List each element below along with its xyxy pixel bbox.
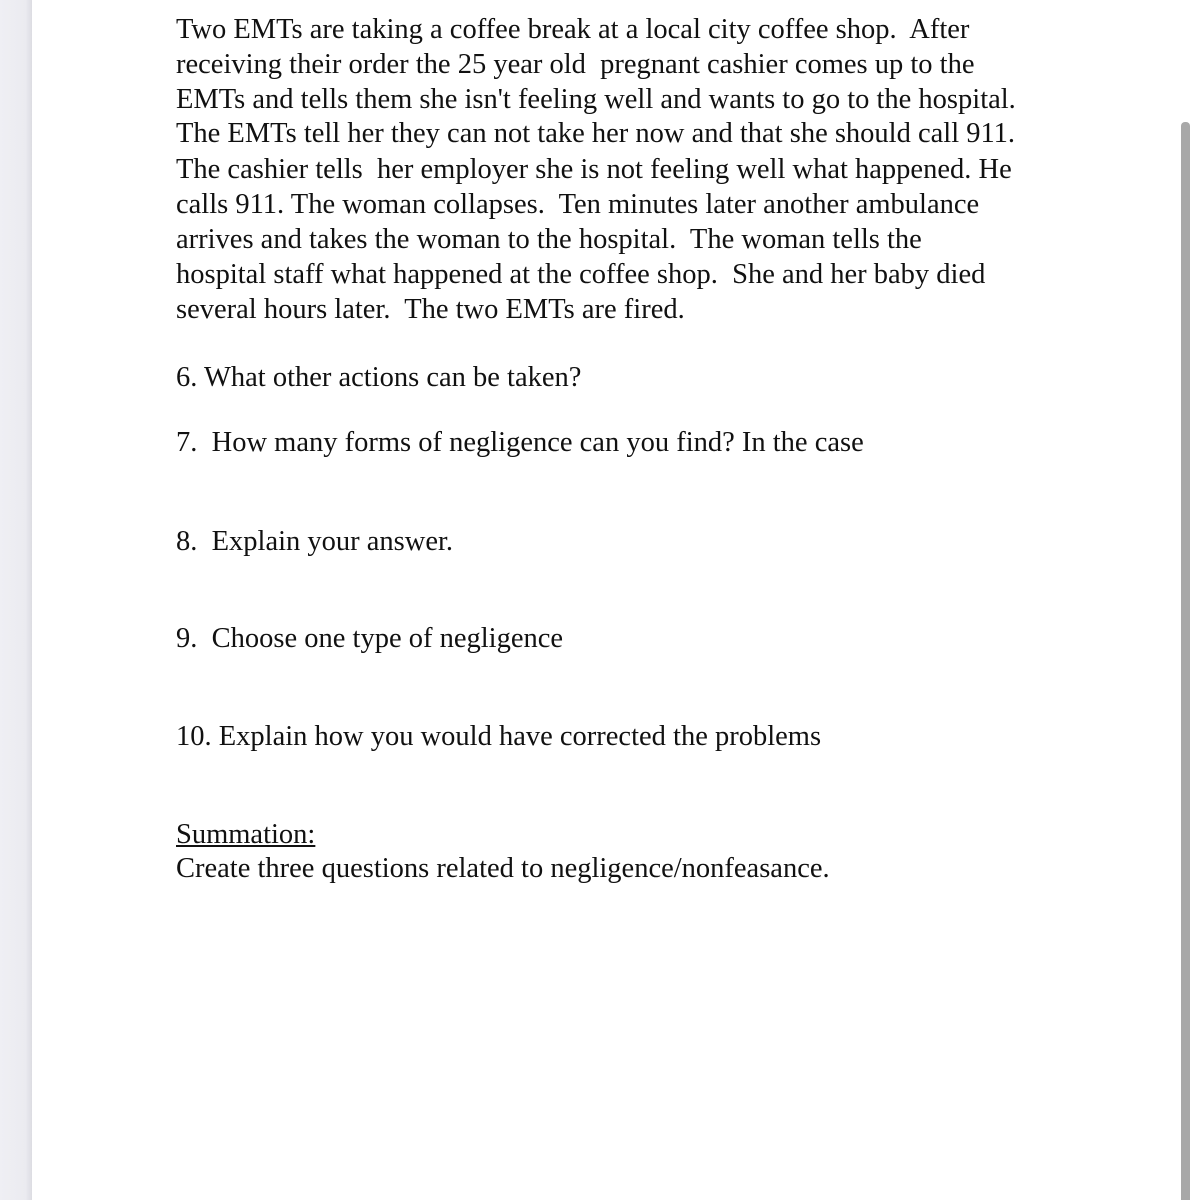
left-margin-strip [0,0,32,1200]
scenario-line: The cashier tells her employer she is not feeling well what happened. He [176,154,1012,185]
summation-heading: Summation: [176,819,316,850]
question-7: 7. How many forms of negligence can you find? In the case [176,427,864,458]
scenario-line: Two EMTs are taking a coffee break at a local city coffee shop. After [176,14,970,45]
scenario-line: hospital staff what happened at the coffee shop. She and her baby died [176,259,986,290]
scenario-line: The EMTs tell her they can not take her now and that she should call 911. [176,118,1016,149]
summation-text: Create three questions related to negligence/nonfeasance. [176,853,830,884]
scenario-line: arrives and takes the woman to the hospital. The woman tells the [176,224,922,255]
question-6: 6. What other actions can be taken? [176,362,582,393]
question-10: 10. Explain how you would have corrected the problems [176,721,822,752]
scenario-line: EMTs and tells them she isn't feeling well and wants to go to the hospital. [176,84,1016,115]
question-9: 9. Choose one type of negligence [176,623,564,654]
vertical-scrollbar[interactable] [1181,122,1190,1200]
scenario-line: receiving their order the 25 year old pregnant cashier comes up to the [176,49,975,80]
scenario-line: several hours later. The two EMTs are fired. [176,294,685,325]
scenario-line: calls 911. The woman collapses. Ten minutes later another ambulance [176,189,980,220]
question-8: 8. Explain your answer. [176,526,454,557]
